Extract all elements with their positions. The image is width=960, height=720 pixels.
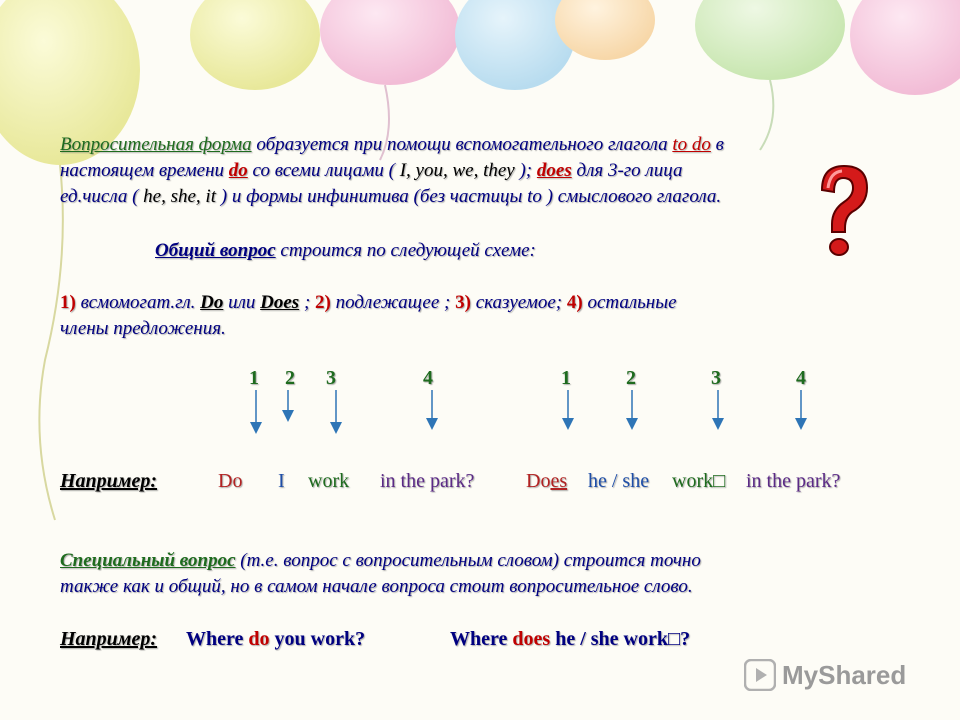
text: ) и формы инфинитива (без частицы to ) смыслового глагола. xyxy=(216,186,722,207)
example-rest: in the park? xyxy=(380,470,475,492)
term-general-question: Общий вопрос xyxy=(155,240,276,261)
special-question-line-2 xyxy=(60,576,693,598)
scheme-num: 4) xyxy=(566,292,583,313)
text: настоящем времени xyxy=(60,160,229,181)
scheme-num: 3) xyxy=(455,292,471,313)
example-rest: you work? xyxy=(269,628,366,650)
term-does: Does xyxy=(260,292,300,313)
example-wh: Where xyxy=(450,628,513,650)
pronouns-3rd: he, she, it xyxy=(143,186,216,207)
text: члены предложения. xyxy=(60,318,226,339)
text: в xyxy=(710,134,724,155)
example-rest: in the park? xyxy=(746,470,841,492)
text: сказуемое; xyxy=(470,292,567,313)
text: строится по следующей схеме: xyxy=(275,240,536,261)
text: ); xyxy=(514,160,537,181)
example-label: Например: xyxy=(60,628,158,650)
example-general xyxy=(60,470,841,493)
text: (т.е. вопрос с вопросительным словом) строится точно xyxy=(235,550,701,571)
term-special-question: Специальный вопрос xyxy=(60,550,236,571)
position-number: 4 xyxy=(423,367,433,389)
example-wh: Where xyxy=(186,628,249,650)
scheme-num: 2) xyxy=(315,292,331,313)
position-number: 4 xyxy=(796,367,806,389)
question-mark-icon xyxy=(812,160,874,260)
text: подлежащее ; xyxy=(330,292,456,313)
text: остальные xyxy=(582,292,677,313)
example-subject: I xyxy=(278,470,285,492)
scheme-line-1 xyxy=(60,292,677,314)
watermark-text: MyShared xyxy=(782,659,907,690)
position-number: 2 xyxy=(626,367,636,389)
text: для 3-го лица xyxy=(571,160,683,181)
intro-line-1 xyxy=(60,134,724,156)
example-aux: Do xyxy=(218,470,243,492)
term-do: Do xyxy=(200,292,224,313)
term-do: do xyxy=(228,160,248,181)
position-number: 2 xyxy=(285,367,295,389)
scheme-num: 1) xyxy=(60,292,76,313)
example-verb: work□ xyxy=(672,470,726,492)
example-aux: Do xyxy=(526,470,551,492)
text: или xyxy=(223,292,261,313)
example-subject: he / she xyxy=(588,470,650,492)
position-number: 3 xyxy=(711,367,721,389)
play-icon xyxy=(744,659,776,691)
example-label: Например: xyxy=(60,470,158,492)
term-question-form: Вопросительная форма xyxy=(60,134,252,155)
example-verb: work xyxy=(308,470,350,492)
intro-line-3 xyxy=(60,186,721,208)
text: всмомогат.гл. xyxy=(75,292,201,313)
example-rest: he / she work□? xyxy=(550,628,691,650)
example-special xyxy=(60,628,691,651)
term-to-do: to do xyxy=(672,134,711,155)
text: со всеми лицами ( xyxy=(247,160,400,181)
example-aux-ending: es xyxy=(550,470,568,492)
position-number: 1 xyxy=(561,367,571,389)
pronouns: I, you, we, they xyxy=(399,160,515,181)
watermark xyxy=(744,655,906,695)
intro-line-2 xyxy=(60,160,682,182)
position-number: 3 xyxy=(326,367,336,389)
text: ед.числа ( xyxy=(60,186,144,207)
text: ; xyxy=(299,292,316,313)
text: образуется при помощи вспомогательного глагола xyxy=(251,134,673,155)
example-aux: do xyxy=(248,628,270,650)
special-question-line-1 xyxy=(60,550,701,572)
general-question-heading xyxy=(155,240,536,262)
position-number: 1 xyxy=(249,367,259,389)
scheme-line-2 xyxy=(60,318,226,340)
example-aux: does xyxy=(512,628,551,650)
text: также как и общий, но в самом начале вопроса стоит вопросительное слово. xyxy=(60,576,693,597)
term-does: does xyxy=(536,160,572,181)
